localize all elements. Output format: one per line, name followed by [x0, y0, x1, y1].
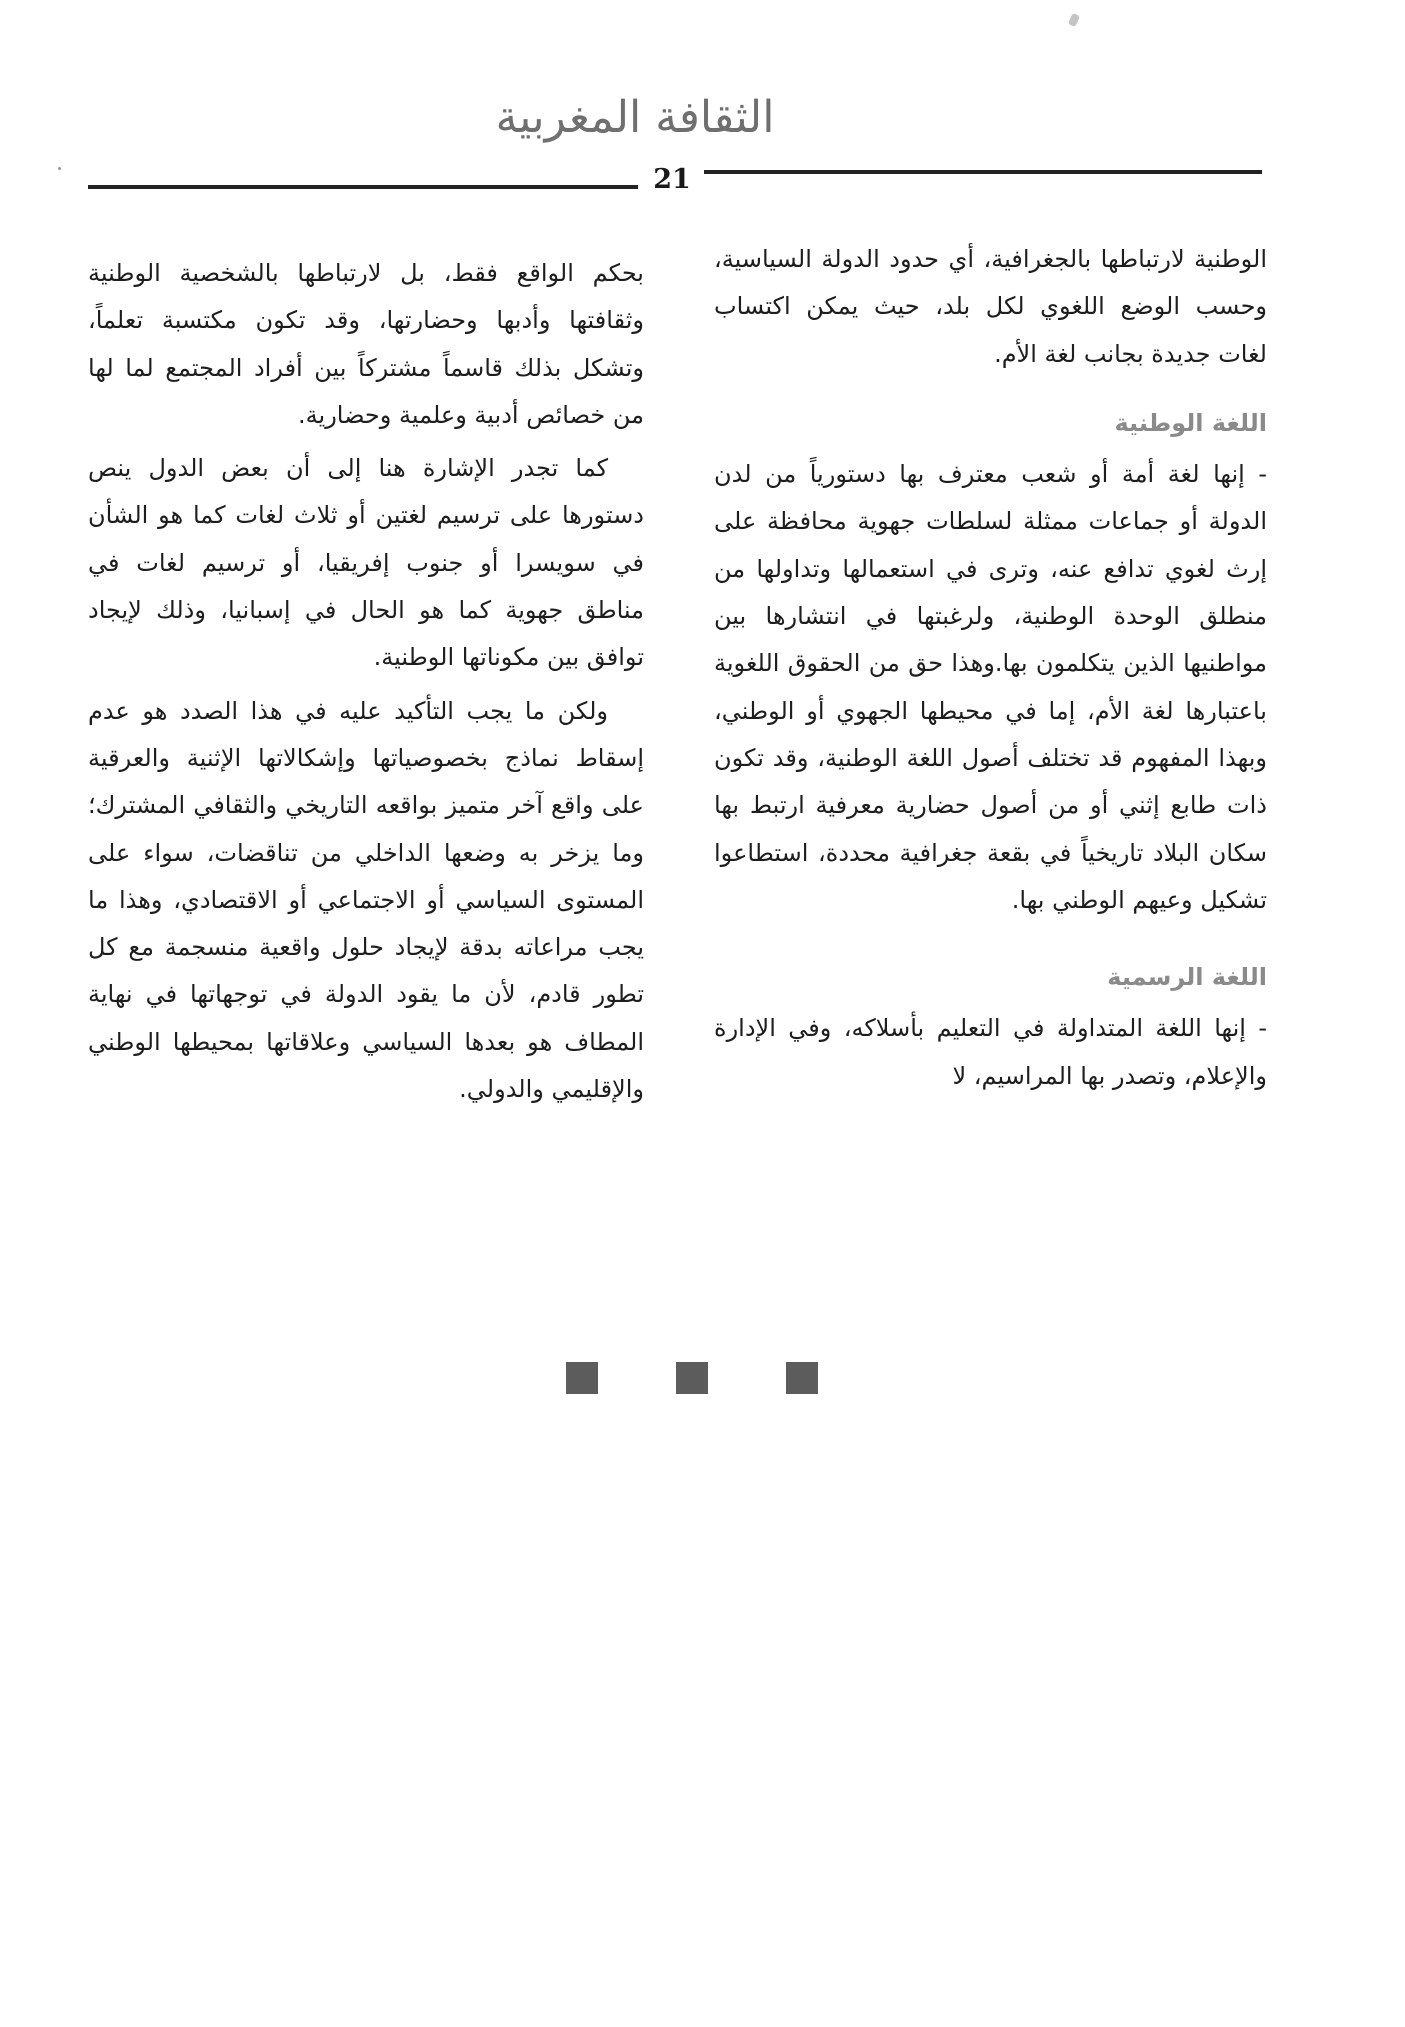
running-header-title: الثقافة المغربية [495, 92, 775, 143]
section-heading-official-language: اللغة الرسمية [1107, 963, 1267, 992]
left-column [88, 250, 644, 1113]
national-language-paragraph: - إنها لغة أمة أو شعب معترف بها دستورياً من لدن الدولة أو جماعات ممثلة لسلطات جهوية محافظة على إرث لغوي تدافع عنه، وترى في استعمالها وتداولها من منطلق الوحدة الوطنية، ولرغبتها في انتشارها بين مواطنيها الذين يتكلمون بها.وهذا حق من الحقوق اللغوية باعتبارها لغة الأم، إما في محيطها الجهوي أو الوطني، وبهذا المفهوم قد تختلف أصول اللغة الوطنية، وقد تكون ذات طابع إثني أو من أصول حضارية معرفية ارتبط بها سكان البلاد تاريخياً في بقعة جغرافية محددة، استطاعوا تشكيل وعيهم الوطني بها. [714, 460, 1267, 914]
paragraph-continuation: بحكم الواقع فقط، بل لارتباطها بالشخصية الوطنية وثقافتها وأدبها وحضارتها، وقد تكون مكتسبة تعلماً، وتشكل بذلك قاسماً مشتركاً بين أفراد المجتمع لما لها من خصائص أدبية وعلمية وحضارية. [88, 259, 644, 429]
paragraph-conclusion: ولكن ما يجب التأكيد عليه في هذا الصدد هو عدم إسقاط نماذج بخصوصياتها وإشكالاتها الإثنية والعرقية على واقع آخر متميز بواقعه التاريخي والثقافي المشترك؛ وما يزخر به وضعها الداخلي من تناقضات، سواء على المستوى السياسي أو الاجتماعي أو الاقتصادي، وهذا ما يجب مراعاته بدقة لإيجاد حلول واقعية منسجمة مع كل تطور قادم، لأن ما يقود الدولة في توجهاتها في نهاية المطاف هو بعدها السياسي وعلاقاتها بمحيطها الوطني والإقليمي والدولي. [88, 696, 644, 1104]
continued-paragraph: الوطنية لارتباطها بالجغرافية، أي حدود الدولة السياسية، وحسب الوضع اللغوي لكل بلد، حيث يمكن اكتساب لغات جديدة بجانب لغة الأم. [714, 245, 1267, 368]
header-rule-left [88, 185, 638, 189]
right-column [714, 236, 1267, 1100]
section-end-separator [566, 1362, 826, 1394]
separator-square-icon [786, 1362, 818, 1394]
scan-dot [58, 167, 61, 170]
header-rule-right [704, 170, 1262, 174]
separator-square-icon [676, 1362, 708, 1394]
page-number: 21 [653, 164, 691, 195]
official-language-paragraph: - إنها اللغة المتداولة في التعليم بأسلاكه، وفي الإدارة والإعلام، وتصدر بها المراسيم، لا [714, 1014, 1267, 1090]
paragraph-constitutions: كما تجدر الإشارة هنا إلى أن بعض الدول ينص دستورها على ترسيم لغتين أو ثلاث لغات كما هو الشأن في سويسرا أو جنوب إفريقيا، أو ترسيم لغات في مناطق جهوية كما هو الحال في إسبانيا، وذلك لإيجاد توافق بين مكوناتها الوطنية. [88, 454, 644, 672]
separator-square-icon [566, 1362, 598, 1394]
section-heading-national-language: اللغة الوطنية [1114, 408, 1267, 437]
scan-speck [1068, 13, 1080, 27]
